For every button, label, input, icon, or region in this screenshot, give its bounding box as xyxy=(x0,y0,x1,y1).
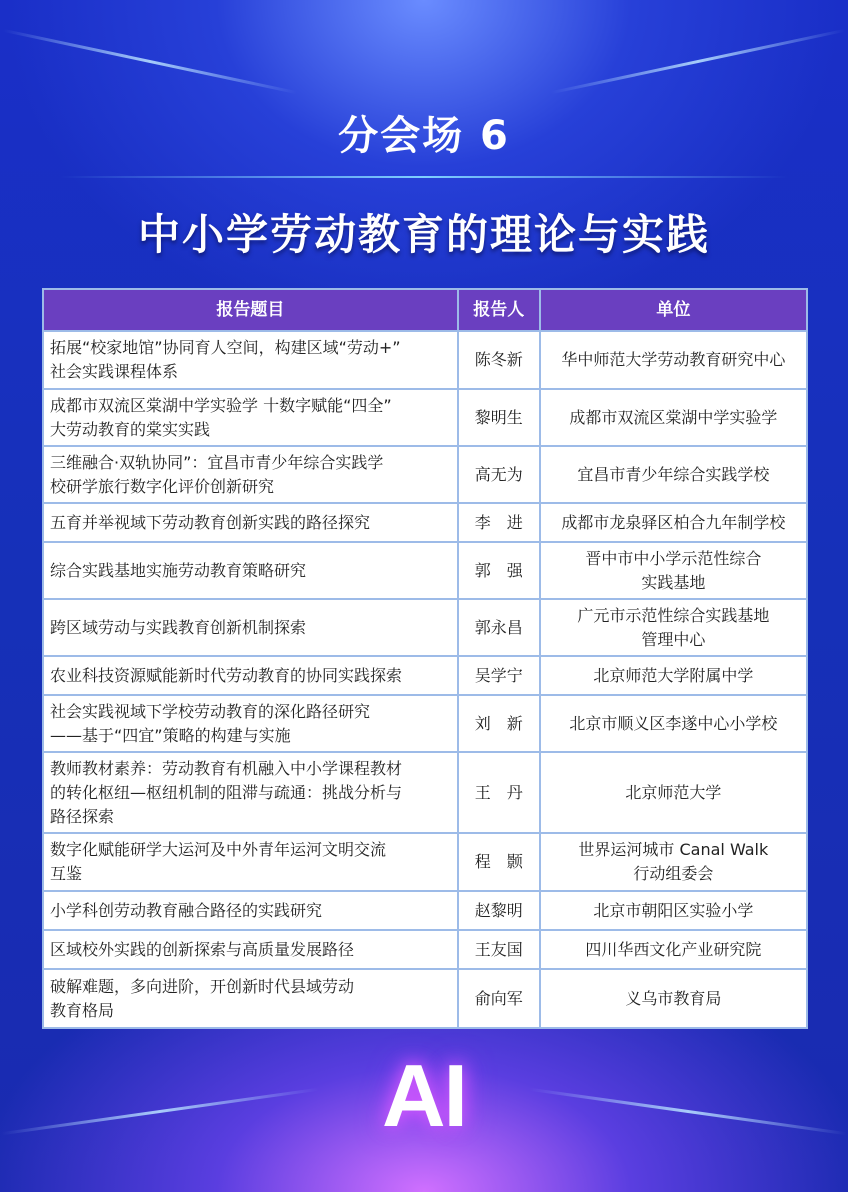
cell-topic: 农业科技资源赋能新时代劳动教育的协同实践探索 xyxy=(43,656,458,695)
schedule-table xyxy=(42,288,808,1029)
cell-topic: 教师教材素养：劳动教育有机融入中小学课程教材 的转化枢纽—枢纽机制的阻滞与疏通：挑战分析与 路径探索 xyxy=(43,752,458,833)
cell-speaker: 俞向军 xyxy=(458,969,540,1028)
cell-topic: 破解难题，多向进阶，开创新时代县域劳动 教育格局 xyxy=(43,969,458,1028)
cell-org: 北京师范大学附属中学 xyxy=(540,656,807,695)
cell-topic: 三维融合·双轨协同”：宜昌市青少年综合实践学 校研学旅行数字化评价创新研究 xyxy=(43,446,458,503)
cell-org: 四川华西文化产业研究院 xyxy=(540,930,807,969)
cell-org: 北京市朝阳区实验小学 xyxy=(540,891,807,930)
cell-topic: 五育并举视域下劳动教育创新实践的路径探究 xyxy=(43,503,458,542)
cell-topic: 区域校外实践的创新探索与高质量发展路径 xyxy=(43,930,458,969)
cell-org: 北京师范大学 xyxy=(540,752,807,833)
cell-speaker: 陈冬新 xyxy=(458,331,540,389)
table-row xyxy=(43,542,807,599)
cell-topic: 拓展“校家地馆”协同育人空间，构建区域“劳动+” 社会实践课程体系 xyxy=(43,331,458,389)
cell-speaker: 赵黎明 xyxy=(458,891,540,930)
cell-speaker: 吴学宁 xyxy=(458,656,540,695)
table-row xyxy=(43,752,807,833)
ai-logo: AI xyxy=(382,1046,466,1145)
session-label: 分会场 6 xyxy=(338,113,510,159)
cell-speaker: 王 丹 xyxy=(458,752,540,833)
table-row xyxy=(43,503,807,542)
table-row xyxy=(43,969,807,1028)
cell-org: 北京市顺义区李遂中心小学校 xyxy=(540,695,807,752)
header-topic: 报告题目 xyxy=(43,289,458,331)
header-org: 单位 xyxy=(540,289,807,331)
cell-speaker: 刘 新 xyxy=(458,695,540,752)
cell-org: 成都市双流区棠湖中学实验学 xyxy=(540,389,807,446)
cell-topic: 综合实践基地实施劳动教育策略研究 xyxy=(43,542,458,599)
table-row xyxy=(43,656,807,695)
cell-speaker: 程 颢 xyxy=(458,833,540,891)
cell-org: 广元市示范性综合实践基地 管理中心 xyxy=(540,599,807,656)
table-row xyxy=(43,930,807,969)
table-header xyxy=(43,289,807,331)
cell-speaker: 李 进 xyxy=(458,503,540,542)
cell-speaker: 郭永昌 xyxy=(458,599,540,656)
page-title: 中小学劳动教育的理论与实践 xyxy=(137,210,710,259)
table-row xyxy=(43,833,807,891)
cell-speaker: 王友国 xyxy=(458,930,540,969)
cell-speaker: 郭 强 xyxy=(458,542,540,599)
cell-topic: 成都市双流区棠湖中学实验学 十数字赋能“四全” 大劳动教育的棠实实践 xyxy=(43,389,458,446)
cell-topic: 数字化赋能研学大运河及中外青年运河文明交流 互鉴 xyxy=(43,833,458,891)
cell-topic: 小学科创劳动教育融合路径的实践研究 xyxy=(43,891,458,930)
header-speaker: 报告人 xyxy=(458,289,540,331)
cell-topic: 跨区域劳动与实践教育创新机制探索 xyxy=(43,599,458,656)
cell-org: 宜昌市青少年综合实践学校 xyxy=(540,446,807,503)
cell-org: 义乌市教育局 xyxy=(540,969,807,1028)
table-row xyxy=(43,891,807,930)
table-row xyxy=(43,331,807,389)
cell-org: 晋中市中小学示范性综合 实践基地 xyxy=(540,542,807,599)
cell-speaker: 高无为 xyxy=(458,446,540,503)
table-row xyxy=(43,599,807,656)
divider xyxy=(60,176,788,178)
table-row xyxy=(43,446,807,503)
cell-topic: 社会实践视域下学校劳动教育的深化路径研究 ——基于“四宜”策略的构建与实施 xyxy=(43,695,458,752)
cell-org: 成都市龙泉驿区柏合九年制学校 xyxy=(540,503,807,542)
table-row xyxy=(43,695,807,752)
cell-speaker: 黎明生 xyxy=(458,389,540,446)
light-ray xyxy=(551,29,845,94)
light-ray xyxy=(3,29,297,94)
cell-org: 华中师范大学劳动教育研究中心 xyxy=(540,331,807,389)
table-row xyxy=(43,389,807,446)
cell-org: 世界运河城市 Canal Walk 行动组委会 xyxy=(540,833,807,891)
